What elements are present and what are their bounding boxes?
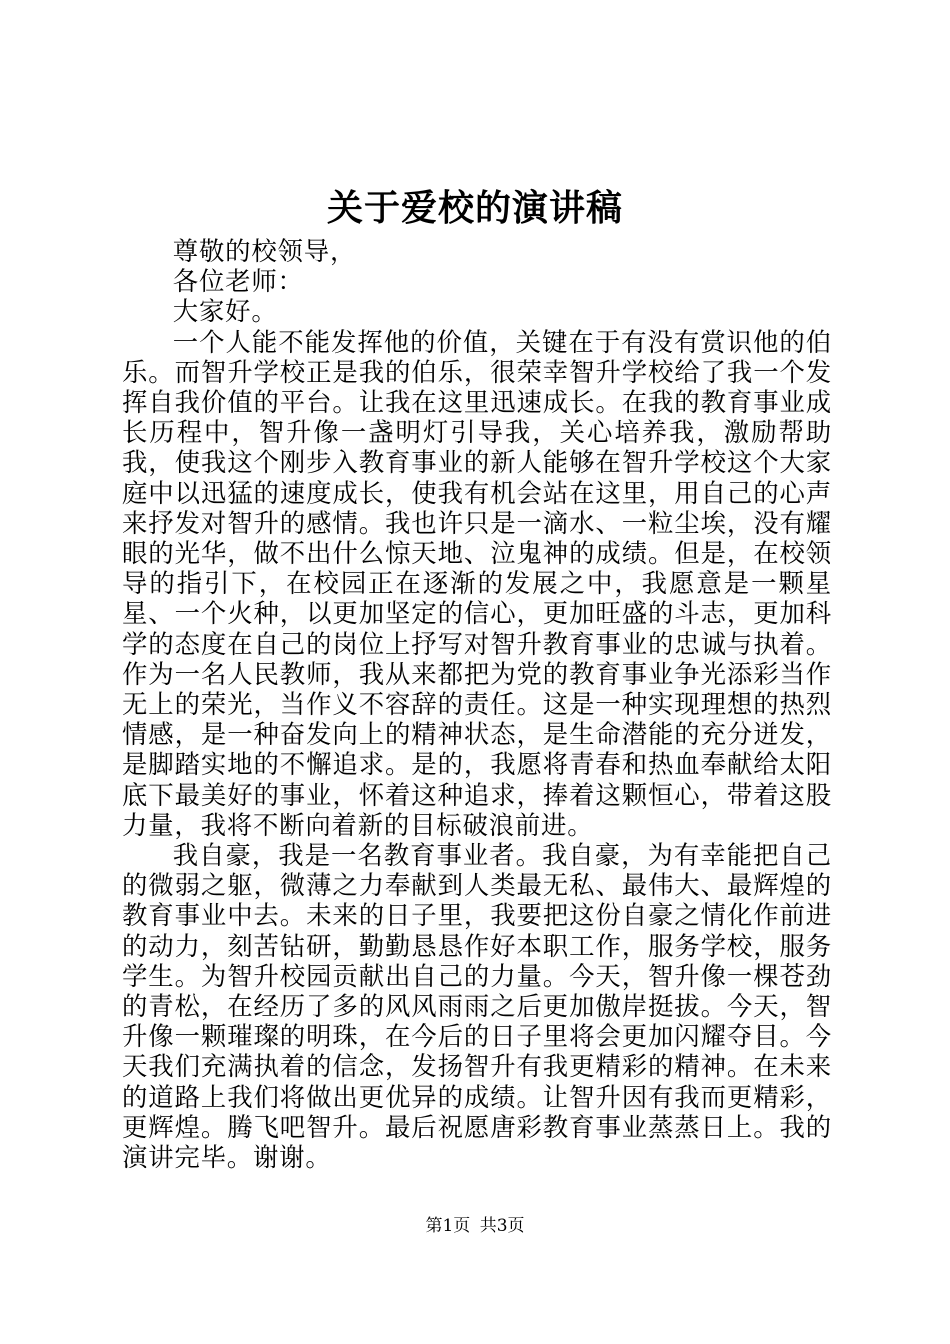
document-title: 关于爱校的演讲稿 xyxy=(326,187,623,229)
salutation-leaders: 尊敬的校领导， xyxy=(172,236,357,266)
salutation-teachers: 各位老师： xyxy=(172,266,304,297)
body-paragraph: 我自豪，我是一名教育事业者。我自豪，为有幸能把自己的微弱之躯，微薄之力奉献到人类最无私、最伟大、最辉煌的教育事业中去。未来的日子里，我要把这份自豪之情化作前进的动力，刻苦钻研，勤勤恳恳作好本职工作，服务学校，服务学生。为智升校园贡献出自己的力量。今天，智升像一棵苍劲的青松，在经历了多的风风雨雨之后更加傲岸挺拔。今天，智升像一颗璀璨的明珠，在今后的日子里将会更加闪耀夺目。今天我们充满执着的信念，发扬智升有我更精彩的精神。在未来的道路上我们将做出更优异的成绩。让智升因有我而更精彩，更辉煌。腾飞吧智升。最后祝愿唐彩教育事业蒸蒸日上。我的演讲完毕。谢谢。 xyxy=(122,840,832,1173)
page-number-footer: 第1页 共3页 xyxy=(425,1216,525,1236)
greeting: 大家好。 xyxy=(172,296,278,327)
body-paragraph: 一个人能不能发挥他的价值，关键在于有没有赏识他的伯乐。而智升学校正是我的伯乐，很荣幸智升学校给了我一个发挥自我价值的平台。让我在这里迅速成长。在我的教育事业成长历程中，智升像一盏明灯引导我，关心培养我，激励帮助我，使我这个刚步入教育事业的新人能够在智升学校这个大家庭中以迅猛的速度成长，使我有机会站在这里，用自己的心声来抒发对智升的感情。我也许只是一滴水、一粒尘埃，没有耀眼的光华，做不出什么惊天地、泣鬼神的成绩。但是，在校领导的指引下，在校园正在逐渐的发展之中，我愿意是一颗星星、一个火种，以更加坚定的信心，更加旺盛的斗志，更加科学的态度在自己的岗位上抒写对智升教育事业的忠诚与执着。作为一名人民教师，我从来都把为党的教育事业争光添彩当作无上的荣光，当作义不容辞的责任。这是一种实现理想的热烈情感，是一种奋发向上的精神状态，是生命潜能的充分迸发，是脚踏实地的不懈追求。是的，我愿将青春和热血奉献给太阳底下最美好的事业，怀着这种追求，捧着这颗恒心，带着这股力量，我将不断向着新的目标破浪前进。 xyxy=(122,326,832,840)
document-body xyxy=(122,236,832,1172)
